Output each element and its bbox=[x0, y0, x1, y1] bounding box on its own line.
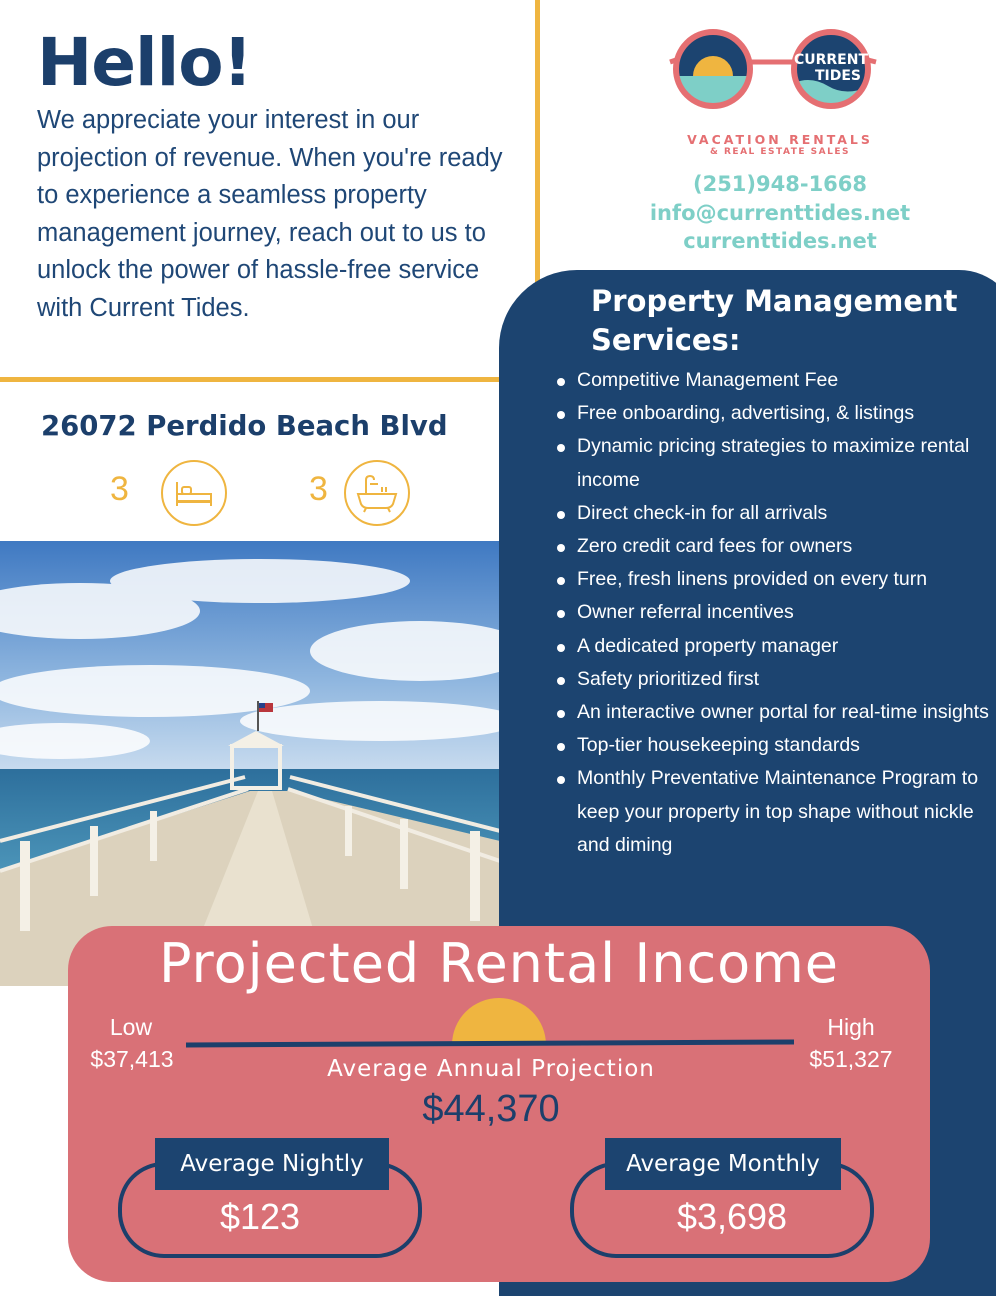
phone-number[interactable]: (251)948-1668 bbox=[692, 172, 868, 196]
tagline-secondary: & REAL ESTATE SALES bbox=[710, 147, 850, 157]
svg-text:CURRENT: CURRENT bbox=[793, 52, 869, 68]
average-annual-value: $44,370 bbox=[422, 1088, 560, 1130]
bed-icon bbox=[161, 460, 227, 526]
sun-icon bbox=[452, 998, 546, 1045]
list-item: Owner referral incentives bbox=[577, 596, 996, 629]
list-item: Top-tier housekeeping standards bbox=[577, 729, 996, 762]
list-item: Free, fresh linens provided on every turn bbox=[577, 563, 996, 596]
projection-title: Projected Rental Income bbox=[158, 932, 840, 995]
beach-pier-photo bbox=[0, 541, 500, 986]
email-link[interactable]: info@currenttides.net bbox=[649, 201, 911, 225]
tagline-primary: VACATION RENTALS bbox=[687, 132, 873, 147]
svg-text:TIDES: TIDES bbox=[814, 68, 862, 84]
nightly-label: Average Nightly bbox=[155, 1138, 389, 1190]
list-item: Free onboarding, advertising, & listings bbox=[577, 397, 996, 430]
property-address: 26072 Perdido Beach Blvd bbox=[41, 410, 448, 442]
bathroom-count: 3 bbox=[309, 470, 328, 508]
website-link[interactable]: currenttides.net bbox=[683, 229, 877, 253]
range-line bbox=[68, 926, 930, 1066]
high-value: $51,327 bbox=[809, 1046, 893, 1072]
list-item: Competitive Management Fee bbox=[577, 364, 996, 397]
services-list bbox=[577, 364, 996, 862]
projected-income-panel bbox=[68, 926, 930, 1282]
services-title: Property Management Services: bbox=[591, 284, 958, 357]
low-value: $37,413 bbox=[90, 1046, 174, 1072]
list-item: Monthly Preventative Maintenance Program to keep your property in top shape without nickle and diming bbox=[577, 762, 996, 862]
list-item: Safety prioritized first bbox=[577, 663, 996, 696]
average-annual-label: Average Annual Projection bbox=[327, 1056, 655, 1082]
hello-title: Hello! bbox=[37, 24, 252, 101]
list-item: An interactive owner portal for real-time insights bbox=[577, 696, 996, 729]
list-item: Zero credit card fees for owners bbox=[577, 530, 996, 563]
monthly-value: $3,698 bbox=[676, 1196, 788, 1237]
bathtub-icon bbox=[344, 460, 410, 526]
high-label: High bbox=[827, 1014, 875, 1040]
bedroom-count: 3 bbox=[110, 470, 129, 508]
list-item: A dedicated property manager bbox=[577, 630, 996, 663]
current-tides-logo bbox=[668, 24, 878, 114]
list-item: Dynamic pricing strategies to maximize rental income bbox=[577, 430, 996, 496]
nightly-value: $123 bbox=[219, 1196, 301, 1237]
monthly-label: Average Monthly bbox=[605, 1138, 841, 1190]
hello-message: We appreciate your interest in our projection of revenue. When you're ready to experience a seamless property management journey, reach out to us to unlock the power of hassle-free service with Current Tides. bbox=[37, 106, 503, 322]
low-label: Low bbox=[109, 1014, 153, 1040]
list-item: Direct check-in for all arrivals bbox=[577, 497, 996, 530]
